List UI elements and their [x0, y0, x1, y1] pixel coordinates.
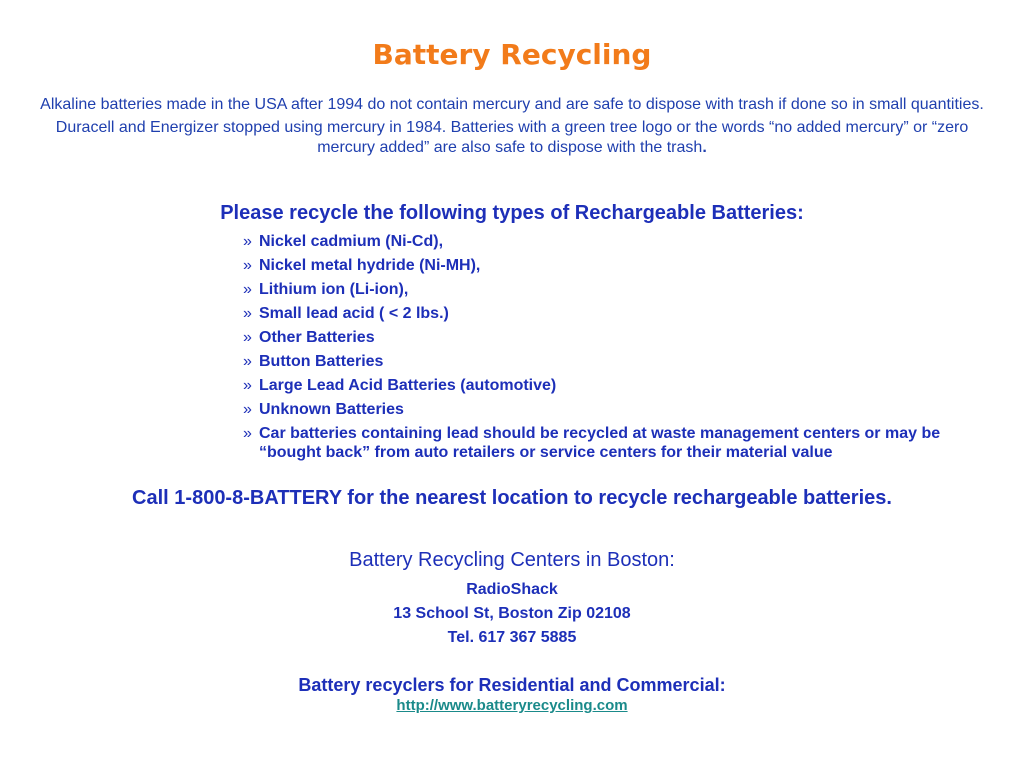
center-address: 13 School St, Boston Zip 02108	[393, 605, 631, 622]
list-item-text: Unknown Batteries	[259, 401, 404, 418]
list-item	[243, 256, 983, 275]
intro-paragraph-mercury-text: Duracell and Energizer stopped using mercury in 1984. Batteries with a green tree logo or the words “no added mercury” or “zero mercury added” are also safe to dispose with the trash	[55, 119, 969, 156]
list-item-text: Nickel cadmium (Ni-Cd),	[259, 233, 444, 250]
list-item	[243, 328, 983, 347]
list-item-text: Lithium ion (Li-ion),	[259, 281, 409, 298]
intro-text	[30, 95, 994, 161]
recyclers-link[interactable]: http://www.batteryrecycling.com	[396, 697, 628, 714]
list-item	[243, 376, 983, 395]
center-name: RadioShack	[466, 581, 558, 598]
battery-type-list	[243, 232, 983, 467]
intro-paragraph-mercury	[30, 118, 994, 158]
list-item-text: Nickel metal hydride (Ni-MH),	[259, 257, 481, 274]
bullet-marker: »	[243, 257, 252, 274]
list-item	[243, 424, 983, 462]
bullet-marker: »	[243, 377, 252, 394]
list-item	[243, 352, 983, 371]
list-item	[243, 400, 983, 419]
bullet-marker: »	[243, 353, 252, 370]
list-item-text: Car batteries containing lead should be recycled at waste management centers or may be “bought back” from auto retailers or service centers for their material value	[259, 425, 941, 461]
list-item-text: Button Batteries	[259, 353, 384, 370]
bullet-marker: »	[243, 329, 252, 346]
list-item	[243, 304, 983, 323]
page-title: Battery Recycling	[372, 38, 652, 71]
recyclers-heading: Battery recyclers for Residential and Commercial:	[298, 675, 726, 695]
list-item-text: Small lead acid ( < 2 lbs.)	[259, 305, 449, 322]
bullet-marker: »	[243, 233, 252, 250]
call-to-action: Call 1-800-8-BATTERY for the nearest location to recycle rechargeable batteries.	[132, 487, 892, 509]
recyclers-link-wrap	[0, 697, 1024, 715]
center-info	[0, 578, 1024, 650]
intro-paragraph-alkaline: Alkaline batteries made in the USA after 1994 do not contain mercury and are safe to dispose with trash if done so in small quantities.	[40, 96, 984, 113]
center-phone: Tel. 617 367 5885	[447, 629, 577, 646]
bullet-marker: »	[243, 281, 252, 298]
list-item-text: Large Lead Acid Batteries (automotive)	[259, 377, 557, 394]
bullet-marker: »	[243, 425, 252, 442]
list-item	[243, 280, 983, 299]
bullet-marker: »	[243, 401, 252, 418]
recycle-heading: Please recycle the following types of Rechargeable Batteries:	[220, 202, 804, 224]
centers-heading: Battery Recycling Centers in Boston:	[349, 549, 675, 571]
list-item	[243, 232, 983, 251]
bullet-marker: »	[243, 305, 252, 322]
list-item-text: Other Batteries	[259, 329, 375, 346]
intro-paragraph-mercury-period: .	[702, 139, 707, 156]
